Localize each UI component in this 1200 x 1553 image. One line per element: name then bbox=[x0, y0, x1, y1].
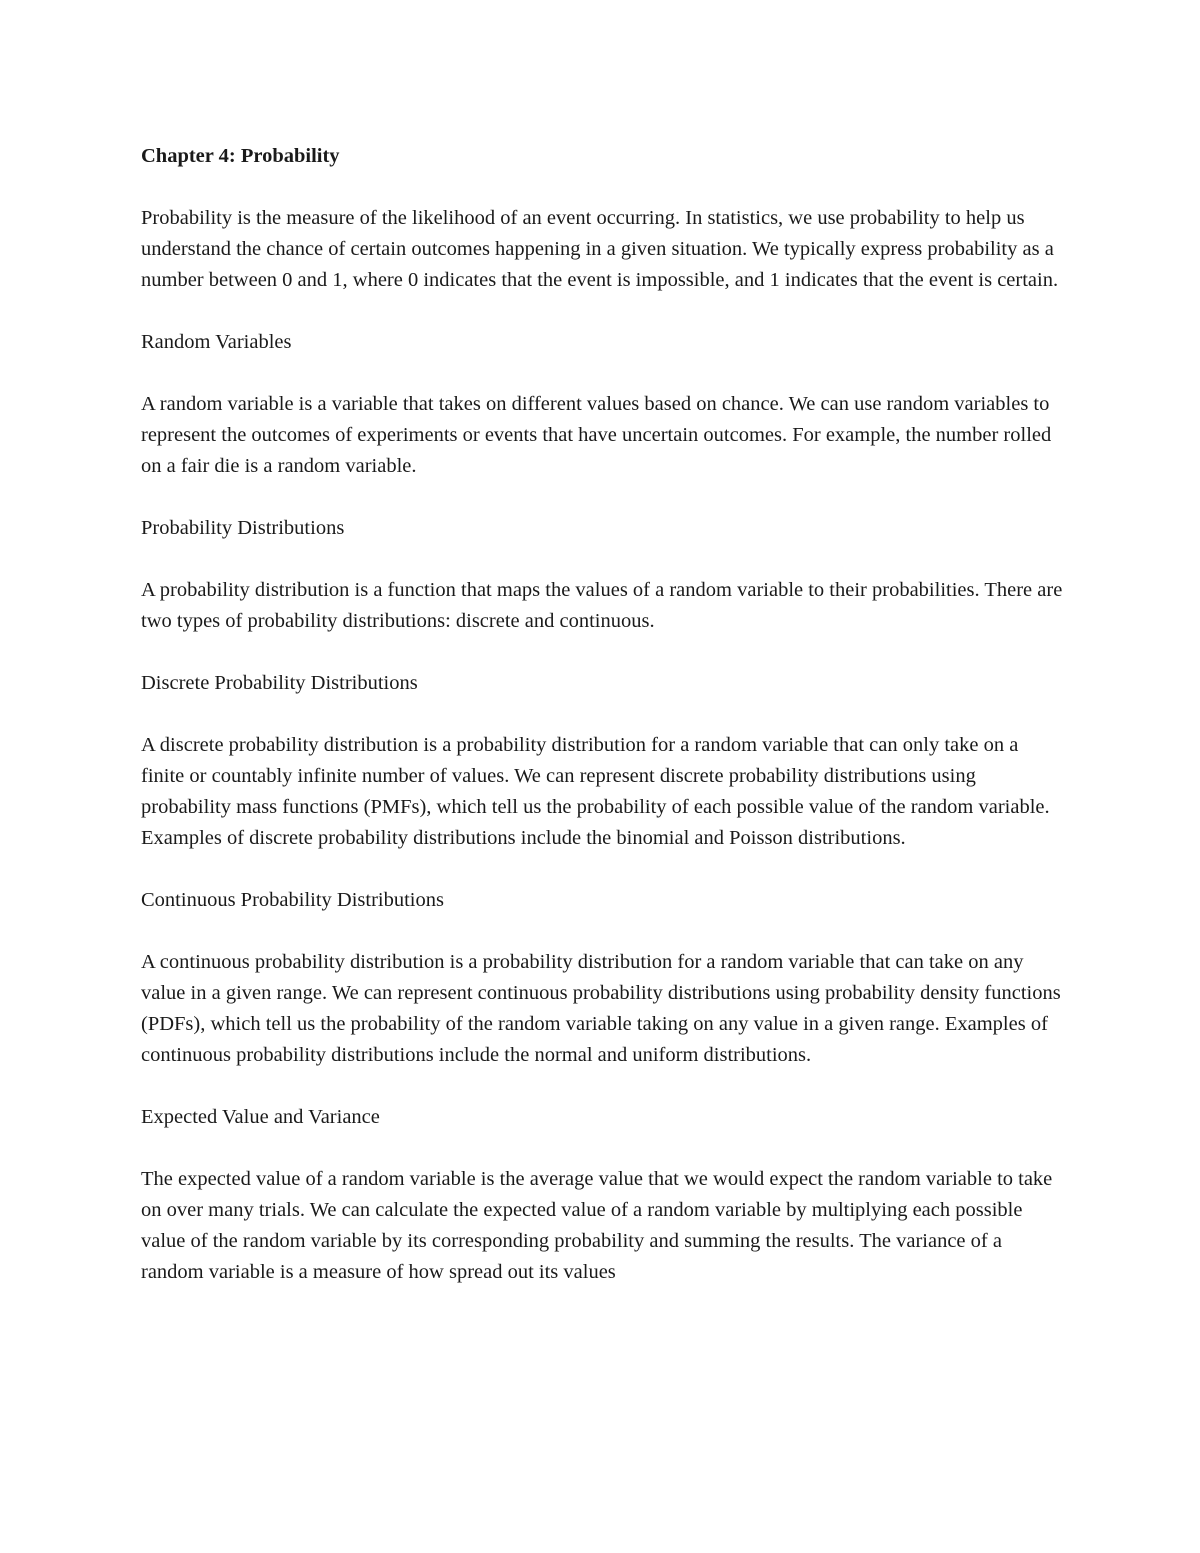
section-body-discrete-distributions: A discrete probability distribution is a probability distribution for a random variable that can only take on a finite or countably infinite number of values. We can represent discrete probability distributions using probability mass functions (PMFs), which tell us the probability of each possible value of the random variable. Examples of discrete probability distributions include the binomial and Poisson distributions. bbox=[141, 734, 1050, 849]
section-body-continuous-distributions: A continuous probability distribution is a probability distribution for a random variable that can take on any value in a given range. We can represent continuous probability distributions using probability density functions (PDFs), which tell us the probability of the random variable taking on any value in a given range. Examples of continuous probability distributions include the normal and uniform distributions. bbox=[141, 951, 1061, 1066]
chapter-title: Chapter 4: Probability bbox=[141, 145, 340, 167]
intro-paragraph: Probability is the measure of the likelihood of an event occurring. In statistics, we use probability to help us understand the chance of certain outcomes happening in a given situation. We typically express probability as a number between 0 and 1, where 0 indicates that the event is impossible, and 1 indicates that the event is certain. bbox=[141, 207, 1059, 291]
section-heading-probability-distributions: Probability Distributions bbox=[141, 517, 345, 539]
section-body-probability-distributions: A probability distribution is a function that maps the values of a random variable to their probabilities. There are two types of probability distributions: discrete and continuous. bbox=[141, 579, 1063, 632]
section-heading-continuous-distributions: Continuous Probability Distributions bbox=[141, 889, 444, 911]
section-heading-discrete-distributions: Discrete Probability Distributions bbox=[141, 672, 418, 694]
section-heading-random-variables: Random Variables bbox=[141, 331, 292, 353]
section-body-random-variables: A random variable is a variable that takes on different values based on chance. We can use random variables to represent the outcomes of experiments or events that have uncertain outcomes. For example, the number rolled on a fair die is a random variable. bbox=[141, 393, 1052, 477]
document-content bbox=[141, 141, 1066, 1319]
section-body-expected-value-variance: The expected value of a random variable is the average value that we would expect the random variable to take on over many trials. We can calculate the expected value of a random variable by multiplying each possible value of the random variable by its corresponding probability and summing the results. The variance of a random variable is a measure of how spread out its values bbox=[141, 1168, 1053, 1283]
section-heading-expected-value-variance: Expected Value and Variance bbox=[141, 1106, 380, 1128]
